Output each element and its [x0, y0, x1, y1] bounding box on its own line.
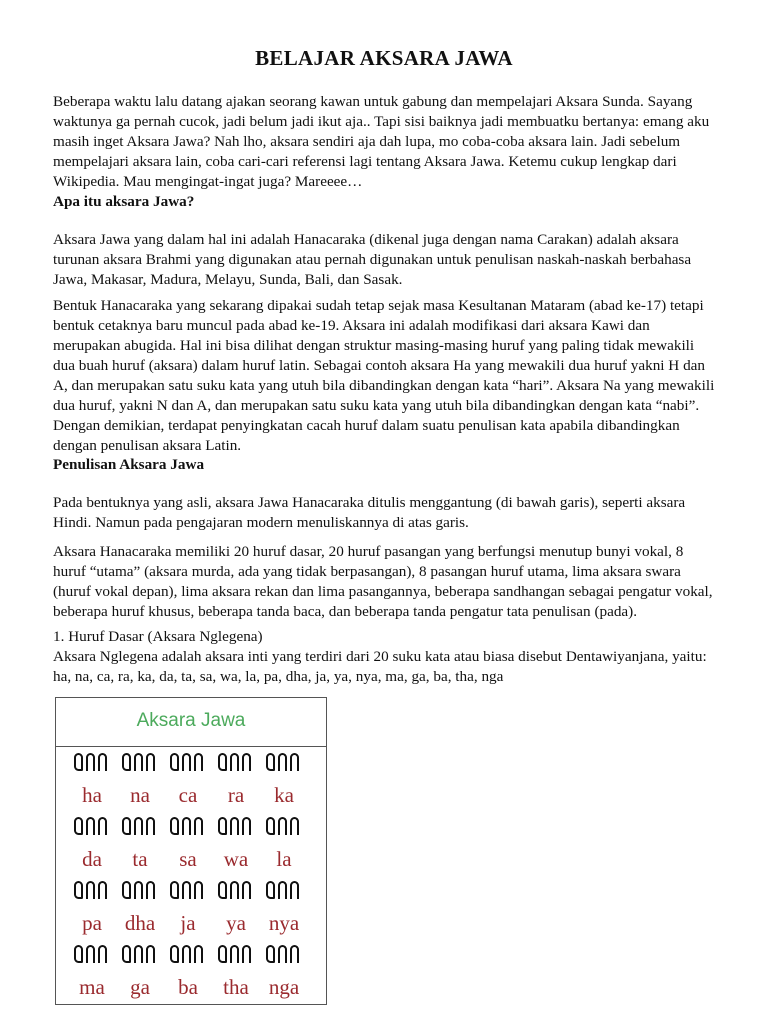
- line: beberapa huruf khusus, beberapa tanda baca, dan beberapa tanda pengatur tata penulisan (pada).: [53, 603, 638, 620]
- line: Dengan demikian, terdapat penyingkatan cacah huruf dalam suatu penulisan kata apabila dibandingkan: [53, 417, 680, 434]
- javanese-glyph: [116, 879, 164, 904]
- javanese-glyph: [212, 943, 260, 968]
- intro-paragraph: [53, 92, 753, 192]
- line: merupakan abugida. Hal ini bisa dilihat dengan struktur masing-masing huruf yang paling tidak mewakili: [53, 337, 695, 354]
- javanese-glyph: [164, 879, 212, 904]
- line: huruf “utama” (aksara murda, ada yang tidak berpasangan), 8 pasangan huruf utama, lima aksara swara: [53, 563, 681, 580]
- paragraph-3: [53, 493, 753, 533]
- latin-row: [56, 779, 326, 811]
- latin-syllable: ja: [180, 910, 196, 935]
- heading-apa-itu: Apa itu aksara Jawa?: [53, 193, 195, 210]
- line: Jawa, Makasar, Madura, Melayu, Sunda, Bali, dan Sasak.: [53, 271, 403, 288]
- line: Hindi. Namun pada pengajaran modern menuliskannya di atas garis.: [53, 514, 469, 531]
- javanese-glyph: [212, 879, 260, 904]
- javanese-glyph: [164, 751, 212, 776]
- line: Wikipedia. Mau mengingat-ingat juga? Mareeee…: [53, 173, 363, 190]
- latin-syllable: ha: [82, 782, 102, 807]
- paragraph-2: [53, 296, 753, 456]
- latin-syllable: na: [130, 782, 150, 807]
- line: bentuk cetaknya baru muncul pada abad ke-19. Aksara ini adalah modifikasi dari aksara Kawi dan: [53, 317, 650, 334]
- paragraph-5: [53, 627, 753, 687]
- line: ha, na, ca, ra, ka, da, ta, sa, wa, la, pa, dha, ja, ya, nya, ma, ga, ba, tha, nga: [53, 668, 504, 685]
- latin-syllable: nya: [268, 910, 300, 935]
- latin-syllable: ta: [132, 846, 148, 871]
- line: 1. Huruf Dasar (Aksara Nglegena): [53, 628, 263, 645]
- line: dua huruf, yakni N dan A, dan merupakan satu suku kata yang utuh bila dibandingkan dengan kata “nabi”.: [53, 397, 700, 414]
- line: Pada bentuknya yang asli, aksara Jawa Hanacaraka ditulis menggantung (di bawah garis), seperti aksara: [53, 494, 686, 511]
- latin-syllable: ra: [227, 782, 245, 807]
- javanese-glyph: [260, 815, 308, 840]
- javanese-glyph: [68, 943, 116, 968]
- latin-syllable: nga: [268, 974, 300, 999]
- line: Aksara Nglegena adalah aksara inti yang terdiri dari 20 suku kata atau biasa disebut Dentawiyanjana, yaitu:: [53, 648, 707, 665]
- javanese-glyph: [164, 943, 212, 968]
- javanese-glyph-row: [56, 875, 326, 907]
- latin-syllable: ca: [178, 782, 198, 807]
- javanese-glyph: [116, 751, 164, 776]
- latin-syllable: ya: [226, 910, 246, 935]
- heading-penulisan: Penulisan Aksara Jawa: [53, 456, 205, 473]
- line: dua buah huruf (aksara) dalam huruf latin. Sebagai contoh aksara Ha yang mewakili dua huruf yakni H dan: [53, 357, 705, 374]
- latin-row: [56, 907, 326, 939]
- line: Aksara Jawa yang dalam hal ini adalah Hanacaraka (dikenal juga dengan nama Carakan) adalah aksara: [53, 231, 679, 248]
- latin-syllable: wa: [223, 846, 249, 871]
- javanese-glyph: [212, 751, 260, 776]
- line: waktunya ga pernah cucok, jadi belum jadi ikut aja.. Tapi sisi baiknya jadi membuatku bertanya: emang aku: [53, 113, 710, 130]
- javanese-glyph: [68, 879, 116, 904]
- latin-syllable: ma: [79, 974, 105, 999]
- line: A, dan merupakan satu suku kata yang utuh bila dibandingkan dengan kata “hari”. Aksara Na yang mewakili: [53, 377, 715, 394]
- javanese-glyph-row: [56, 747, 326, 779]
- javanese-glyph: [116, 815, 164, 840]
- figure-grid: [56, 747, 326, 1003]
- page-title: BELAJAR AKSARA JAWA: [255, 46, 513, 70]
- paragraph-4: [53, 542, 753, 622]
- javanese-glyph: [68, 751, 116, 776]
- latin-syllable: da: [82, 846, 102, 871]
- latin-row: [56, 843, 326, 875]
- latin-row: [56, 971, 326, 1003]
- line: Beberapa waktu lalu datang ajakan seorang kawan untuk gabung dan mempelajari Aksara Sunda. Sayang: [53, 93, 693, 110]
- latin-syllable: ba: [178, 974, 198, 999]
- line: Bentuk Hanacaraka yang sekarang dipakai sudah tetap sejak masa Kesultanan Mataram (abad ke-17) tetapi: [53, 297, 704, 314]
- figure-title: Aksara Jawa: [56, 698, 326, 747]
- javanese-glyph: [260, 943, 308, 968]
- aksara-jawa-chart-image: [55, 697, 327, 1005]
- javanese-glyph: [260, 751, 308, 776]
- latin-syllable: la: [276, 846, 292, 871]
- line: dengan penulisan aksara Latin.: [53, 437, 242, 454]
- latin-syllable: ga: [130, 974, 150, 999]
- javanese-glyph-row: [56, 811, 326, 843]
- line: Aksara Hanacaraka memiliki 20 huruf dasar, 20 huruf pasangan yang berfungsi menutup bunyi vokal, 8: [53, 543, 684, 560]
- javanese-glyph: [260, 879, 308, 904]
- latin-syllable: ka: [274, 782, 294, 807]
- line: mempelajari aksara lain, coba cari-cari referensi lagi tentang Aksara Jawa. Ketemu cukup lengkap dari: [53, 153, 677, 170]
- latin-syllable: dha: [124, 910, 156, 935]
- javanese-glyph: [212, 815, 260, 840]
- javanese-glyph: [68, 815, 116, 840]
- javanese-glyph-row: [56, 939, 326, 971]
- javanese-glyph: [164, 815, 212, 840]
- latin-syllable: sa: [179, 846, 197, 871]
- line: turunan aksara Brahmi yang digunakan atau pernah digunakan untuk penulisan naskah-naskah berbahasa: [53, 251, 692, 268]
- paragraph-1: [53, 230, 753, 290]
- latin-syllable: tha: [223, 974, 249, 999]
- latin-syllable: pa: [82, 910, 102, 935]
- line: (huruf vokal depan), lima aksara rekan dan lima pasangannya, beberapa sandhangan sebagai pengatur vokal,: [53, 583, 713, 600]
- javanese-glyph: [116, 943, 164, 968]
- line: masih inget Aksara Jawa? Nah lho, aksara sendiri aja dah lupa, mo coba-coba aksara lain. Jadi sebelum: [53, 133, 681, 150]
